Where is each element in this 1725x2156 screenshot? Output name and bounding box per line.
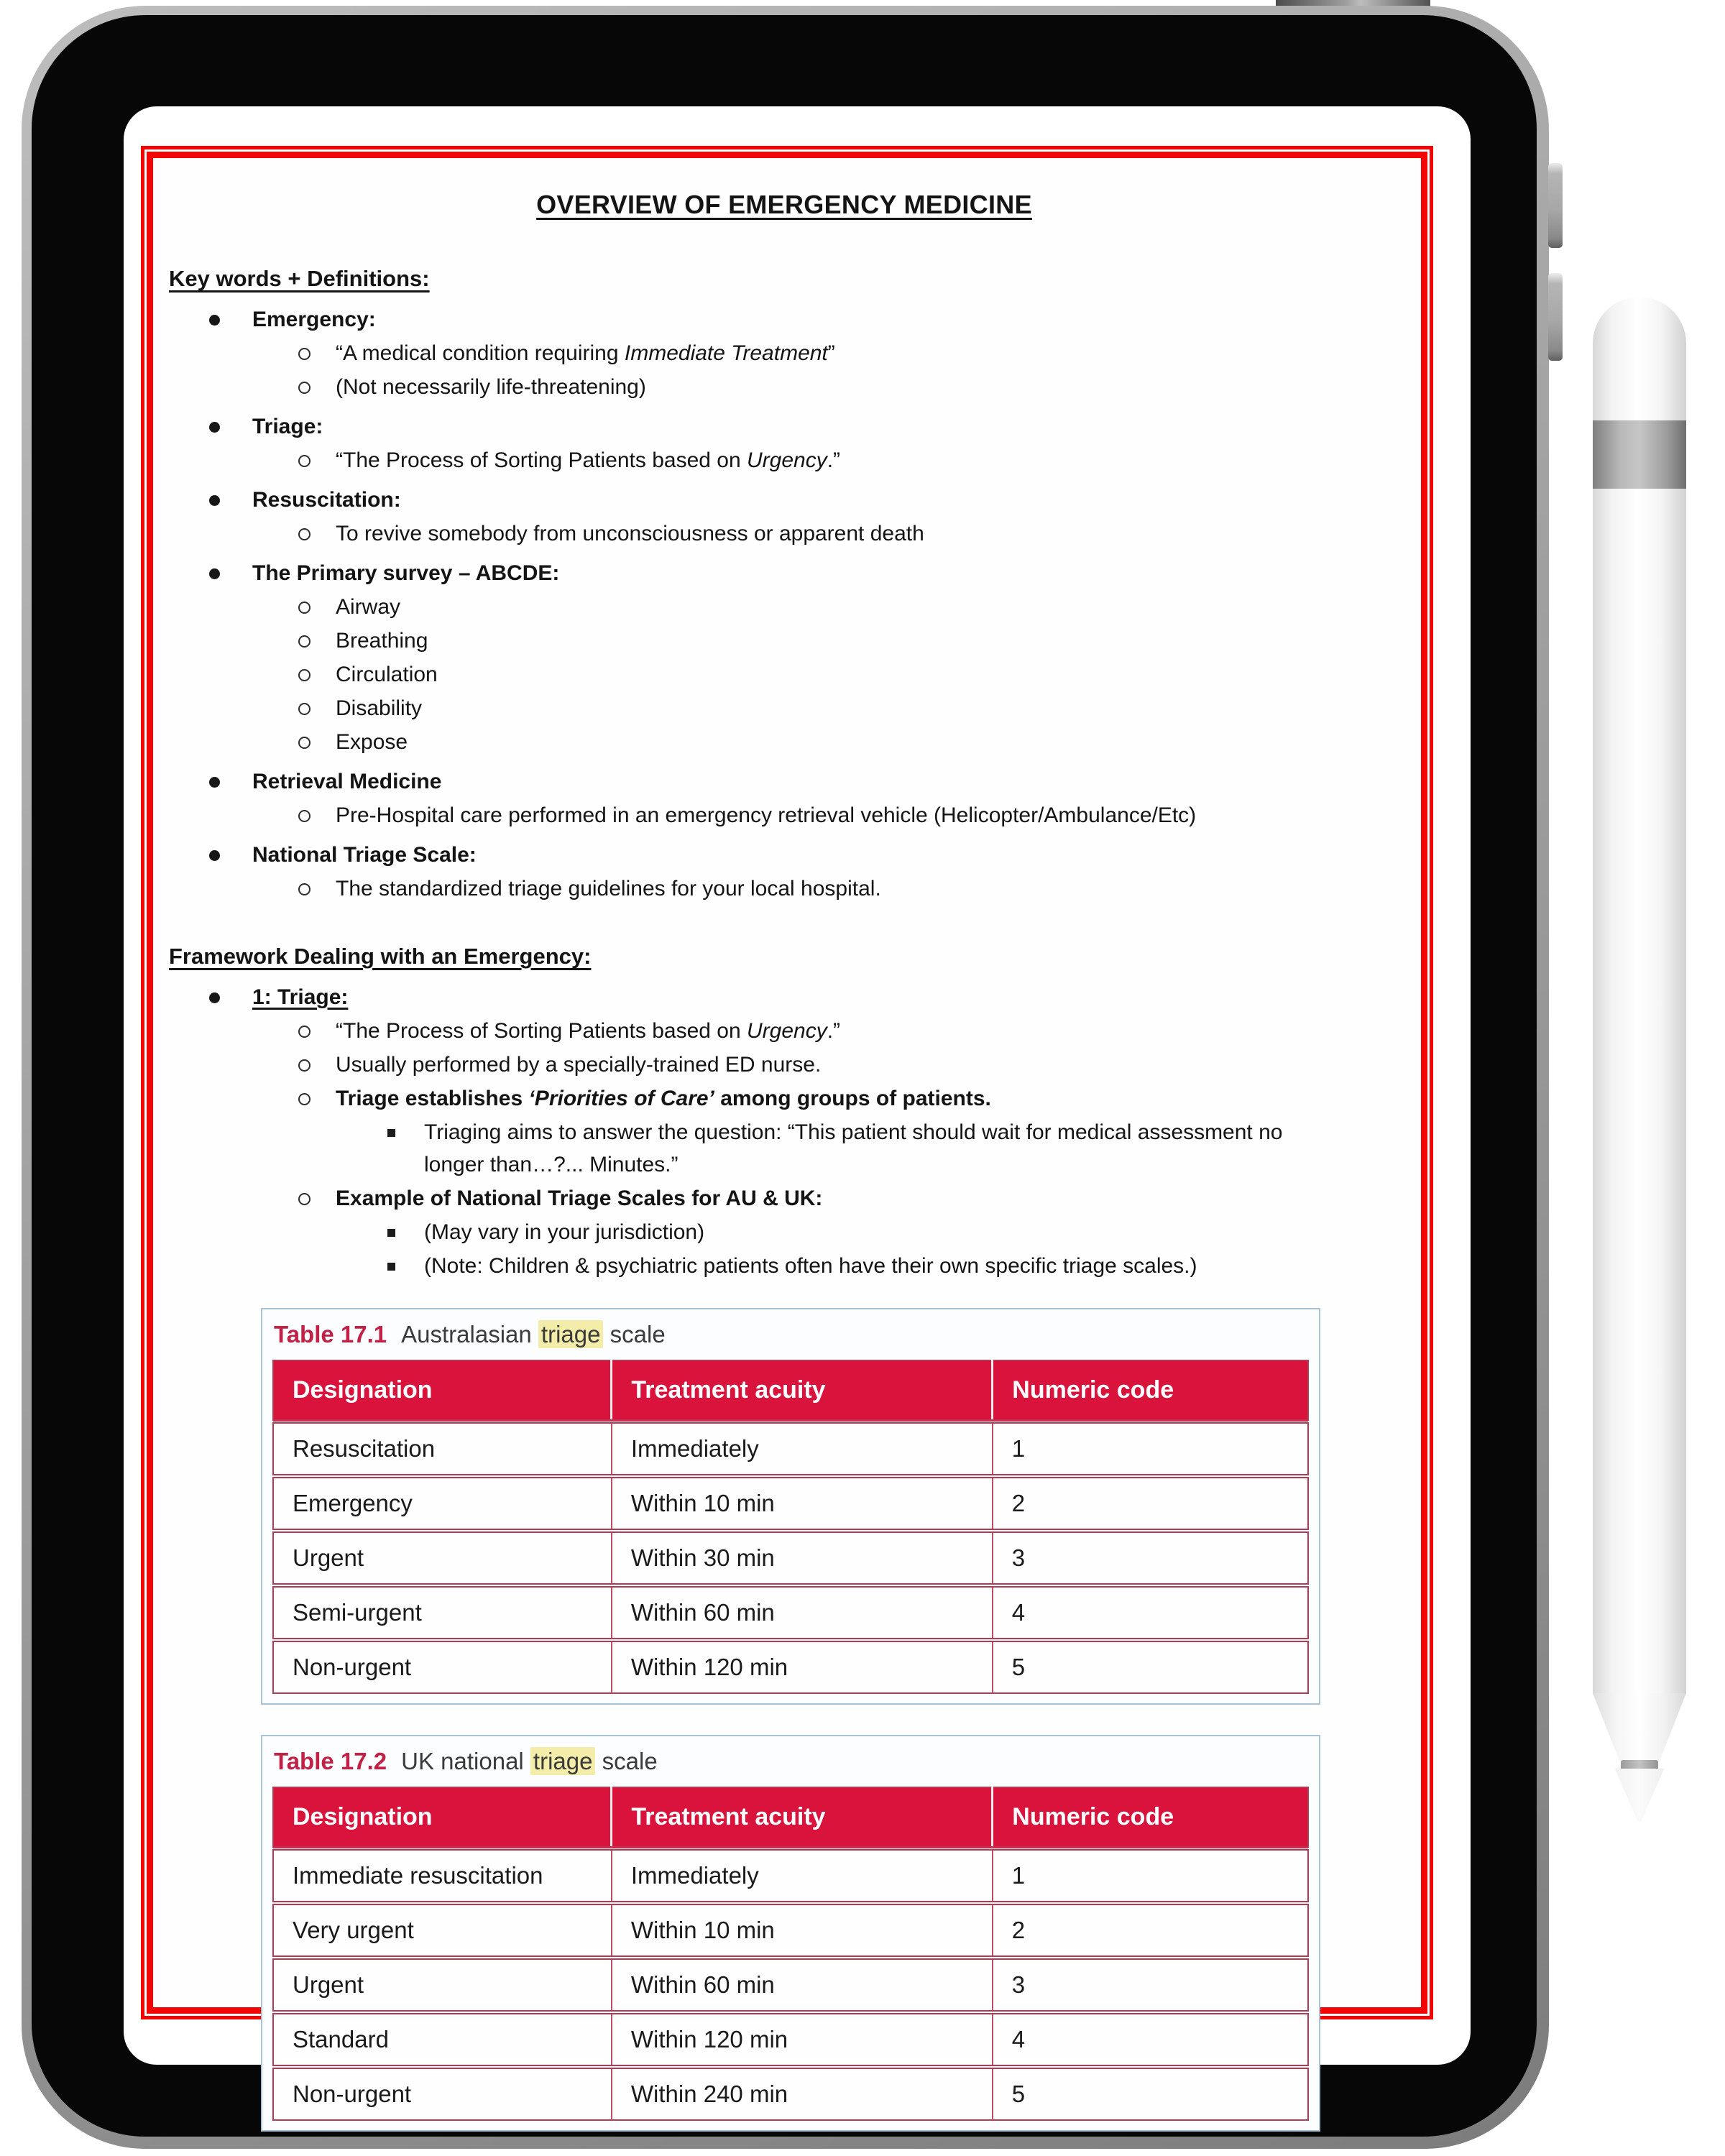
table-row	[273, 1476, 1308, 1531]
table-caption	[262, 1309, 1319, 1360]
table-cell: 4	[993, 2012, 1308, 2067]
bullet-item	[169, 981, 1399, 1013]
bullet-text: Triaging aims to answer the question: “This patient should wait for medical assessment no longer than…?... Minutes.”	[424, 1120, 1283, 1176]
bullet-text: (May vary in your jurisdiction)	[424, 1220, 705, 1244]
bullet-dot-icon	[209, 850, 220, 861]
bullet-text-italic: Urgency	[746, 448, 827, 472]
circle-bullet-icon	[298, 737, 310, 749]
table-cell: Within 10 min	[612, 1903, 993, 1958]
bullet-item	[169, 410, 1399, 443]
table-cell: 1	[993, 1422, 1308, 1476]
column-header-acuity: Treatment acuity	[612, 1787, 993, 1848]
circle-bullet-icon	[298, 382, 310, 394]
bullet-text: Expose	[336, 730, 408, 754]
bullet-text: Airway	[336, 595, 401, 619]
bullet-text: Pre-Hospital care performed in an emergency retrieval vehicle (Helicopter/Ambulance/Etc)	[336, 803, 1197, 827]
bullet-item	[169, 303, 1399, 336]
square-bullet-icon	[387, 1129, 395, 1137]
table-cell: 3	[993, 1531, 1308, 1585]
bullet-dot-icon	[209, 422, 220, 433]
circle-bullet-icon	[298, 810, 310, 822]
bullet-text-bold-italic: ‘Priorities of Care’	[528, 1087, 714, 1110]
caption-text: UK national	[401, 1748, 530, 1774]
bullet-text: .”	[827, 448, 841, 472]
pencil-taper	[1593, 1693, 1686, 1762]
bullet-text: Circulation	[336, 663, 438, 686]
bullet-item	[169, 591, 1399, 623]
table-cell: 3	[993, 1958, 1308, 2012]
document-page	[147, 152, 1427, 2107]
volume-down-button	[1548, 273, 1563, 361]
uk-triage-table	[272, 1787, 1309, 2121]
bullet-text: “The Process of Sorting Patients based on	[336, 1019, 747, 1043]
table-box-australasian	[261, 1308, 1320, 1705]
circle-bullet-icon	[298, 348, 310, 360]
column-header-code: Numeric code	[993, 1787, 1308, 1848]
bullet-text: The standardized triage guidelines for your local hospital.	[336, 877, 881, 900]
table-row	[273, 2067, 1308, 2120]
bullet-item	[169, 726, 1399, 758]
table-cell: Semi-urgent	[273, 1585, 612, 1640]
bullet-item	[169, 872, 1399, 905]
caption-text: Australasian	[401, 1321, 538, 1348]
bullet-dot-icon	[209, 568, 220, 579]
table-cell: Emergency	[273, 1476, 612, 1531]
table-cell: Within 60 min	[612, 1585, 993, 1640]
bullet-item	[169, 625, 1399, 657]
table-row	[273, 1848, 1308, 1903]
bullet-text: National Triage Scale:	[252, 843, 477, 867]
pencil-band	[1593, 420, 1686, 489]
circle-bullet-icon	[298, 1059, 310, 1072]
bullet-text: “The Process of Sorting Patients based on	[336, 448, 747, 472]
table-cell: Urgent	[273, 1958, 612, 2012]
table-cell: Within 240 min	[612, 2067, 993, 2120]
page-border	[141, 146, 1433, 2107]
table-row	[273, 1903, 1308, 1958]
bullet-text: The Primary survey – ABCDE:	[252, 561, 560, 585]
bullet-text: .”	[827, 1019, 841, 1043]
circle-bullet-icon	[298, 669, 310, 681]
bullet-item	[169, 1082, 1399, 1115]
bullet-item	[169, 557, 1399, 589]
bullet-text-italic: Immediate Treatment	[624, 341, 828, 365]
bullet-item	[169, 1049, 1399, 1081]
bullet-item	[169, 337, 1399, 369]
bullet-item	[169, 692, 1399, 724]
table-cell: Within 30 min	[612, 1531, 993, 1585]
circle-bullet-icon	[298, 602, 310, 614]
caption-highlight: triage	[538, 1320, 604, 1348]
table-cell: Urgent	[273, 1531, 612, 1585]
column-header-acuity: Treatment acuity	[612, 1360, 993, 1422]
page-title: OVERVIEW OF EMERGENCY MEDICINE	[536, 190, 1032, 219]
bullet-text: Breathing	[336, 629, 428, 653]
table-row	[273, 2012, 1308, 2067]
bullet-item	[169, 839, 1399, 871]
square-bullet-icon	[387, 1263, 395, 1271]
bullet-text: ”	[827, 341, 835, 365]
bullet-item	[169, 371, 1399, 403]
table-cell: Resuscitation	[273, 1422, 612, 1476]
table-row	[273, 1640, 1308, 1693]
bullet-dot-icon	[209, 315, 220, 326]
section-heading-framework: Framework Dealing with an Emergency:	[169, 944, 592, 969]
bullet-item	[169, 1216, 1399, 1248]
table-cell: Within 60 min	[612, 1958, 993, 2012]
bullet-item	[169, 1182, 1399, 1215]
tablet-screen	[124, 106, 1471, 2107]
bullet-text: Resuscitation:	[252, 488, 401, 512]
bullet-item	[169, 444, 1399, 476]
circle-bullet-icon	[298, 528, 310, 540]
table-header-row	[273, 1360, 1308, 1422]
tablet-frame	[22, 6, 1549, 2149]
bullet-text: To revive somebody from unconsciousness or apparent death	[336, 522, 924, 545]
column-header-designation: Designation	[273, 1360, 612, 1422]
bullet-dot-icon	[209, 495, 220, 506]
table-cell: Within 120 min	[612, 2012, 993, 2067]
table-row	[273, 1422, 1308, 1476]
bullet-item	[169, 1015, 1399, 1047]
circle-bullet-icon	[298, 1093, 310, 1105]
caption-highlight: triage	[530, 1747, 596, 1775]
table-cell: Standard	[273, 2012, 612, 2067]
table-cell: Within 10 min	[612, 1476, 993, 1531]
table-cell: 4	[993, 1585, 1308, 1640]
table-caption	[262, 1736, 1319, 1787]
circle-bullet-icon	[298, 1026, 310, 1038]
bullet-text: Disability	[336, 696, 423, 720]
caption-text: scale	[595, 1748, 658, 1774]
bullet-item	[169, 517, 1399, 550]
table-cell: Non-urgent	[273, 2067, 612, 2120]
bullet-text: (Note: Children & psychiatric patients often have their own specific triage scales.)	[424, 1254, 1197, 1278]
table-header-row	[273, 1787, 1308, 1848]
table-cell: 2	[993, 1903, 1308, 1958]
table-cell: 5	[993, 1640, 1308, 1693]
bullet-text: 1: Triage:	[252, 985, 349, 1009]
table-cell: Very urgent	[273, 1903, 612, 1958]
bullet-dot-icon	[209, 992, 220, 1003]
bullet-text: among groups of patients.	[714, 1087, 991, 1110]
caption-text: scale	[603, 1321, 666, 1348]
bullet-text: Emergency:	[252, 308, 376, 331]
bullet-item	[169, 484, 1399, 516]
table-row	[273, 1531, 1308, 1585]
circle-bullet-icon	[298, 703, 310, 715]
bullet-text: Usually performed by a specially-trained ED nurse.	[336, 1053, 822, 1077]
bullet-text-italic: Urgency	[746, 1019, 827, 1043]
table-cell: Immediate resuscitation	[273, 1848, 612, 1903]
bullet-text: (Not necessarily life-threatening)	[336, 375, 646, 399]
section-heading-keywords: Key words + Definitions:	[169, 266, 430, 291]
bullet-item	[169, 799, 1399, 831]
pencil-tip	[1602, 1769, 1677, 1822]
bullet-item	[169, 1116, 1399, 1181]
australasian-triage-table	[272, 1360, 1309, 1694]
column-header-designation: Designation	[273, 1787, 612, 1848]
table-label: Table 17.1	[274, 1321, 387, 1348]
bullet-dot-icon	[209, 777, 220, 788]
table-label: Table 17.2	[274, 1748, 387, 1774]
table-cell: 1	[993, 1848, 1308, 1903]
table-box-uk	[261, 1735, 1320, 2132]
volume-up-button	[1548, 163, 1563, 248]
bullet-text: Retrieval Medicine	[252, 770, 442, 793]
table-cell: Within 120 min	[612, 1640, 993, 1693]
table-cell: 5	[993, 2067, 1308, 2120]
square-bullet-icon	[387, 1229, 395, 1237]
table-row	[273, 1585, 1308, 1640]
table-cell: Non-urgent	[273, 1640, 612, 1693]
circle-bullet-icon	[298, 455, 310, 467]
bullet-text: Triage establishes	[336, 1087, 529, 1110]
circle-bullet-icon	[298, 635, 310, 648]
pencil-body	[1593, 297, 1686, 1695]
circle-bullet-icon	[298, 883, 310, 895]
circle-bullet-icon	[298, 1193, 310, 1205]
bullet-text: Triage:	[252, 415, 323, 438]
bullet-item	[169, 658, 1399, 691]
apple-pencil	[1593, 297, 1686, 1822]
table-cell: 2	[993, 1476, 1308, 1531]
bullet-text: “A medical condition requiring	[336, 341, 625, 365]
bullet-item	[169, 765, 1399, 798]
table-row	[273, 1958, 1308, 2012]
bullet-text: Example of National Triage Scales for AU & UK:	[336, 1187, 823, 1210]
tablet-bezel	[32, 15, 1537, 2137]
table-cell: Immediately	[612, 1848, 993, 1903]
bullet-item	[169, 1250, 1399, 1282]
column-header-code: Numeric code	[993, 1360, 1308, 1422]
table-cell: Immediately	[612, 1422, 993, 1476]
